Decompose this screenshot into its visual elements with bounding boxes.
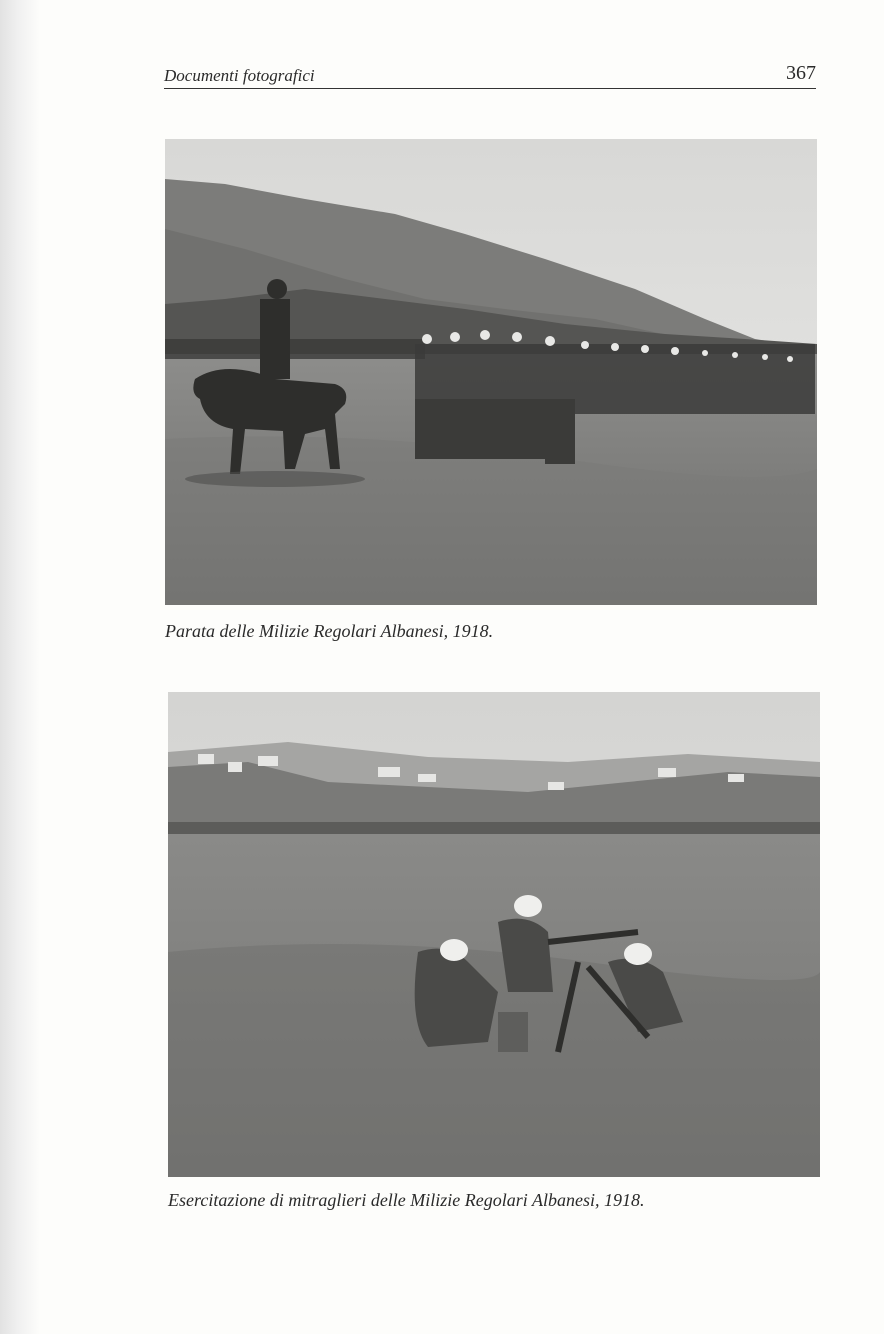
machine-gunners-photo-image bbox=[168, 692, 820, 1177]
machine-gunners-caption: Esercitazione di mitraglieri delle Milizie Regolari Albanesi, 1918. bbox=[168, 1190, 645, 1210]
parade-photograph bbox=[165, 139, 817, 605]
parade-caption: Parata delle Milizie Regolari Albanesi, 1918. bbox=[165, 621, 494, 641]
machine-gunners-photograph bbox=[168, 692, 820, 1177]
parade-photo-image bbox=[165, 139, 817, 605]
page-gutter-shadow bbox=[0, 0, 40, 1334]
running-title: Documenti fotografici bbox=[164, 66, 315, 85]
page-number: 367 bbox=[786, 62, 816, 84]
running-head bbox=[164, 62, 816, 89]
